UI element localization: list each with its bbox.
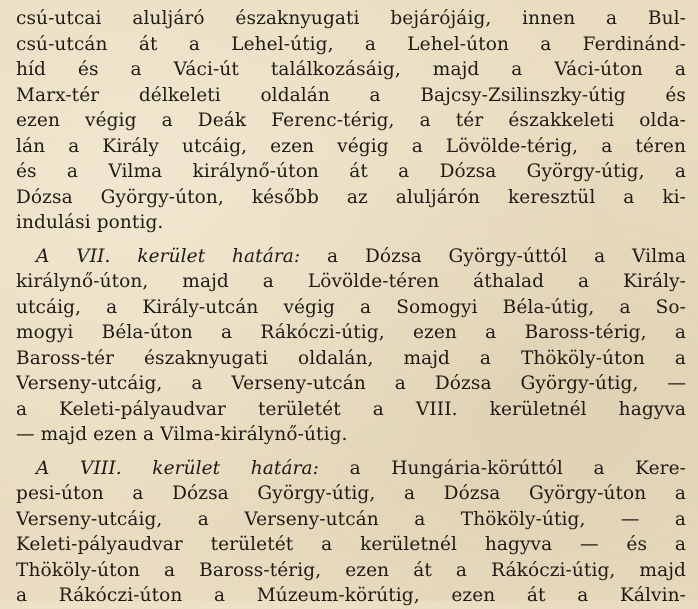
text-line: Verseny-utcáig, a Verseny-utcán a Dózsa György-útig, —	[16, 373, 686, 394]
text-line: indulási pontig.	[16, 212, 164, 233]
text-line: pesi-úton a Dózsa György-útig, a Dózsa György-úton a	[16, 483, 686, 504]
text-line: mogyi Béla-úton a Rákóczi-útig, ezen a Baross-térig, a	[16, 322, 686, 343]
paragraph-spacer	[16, 448, 686, 456]
text-line: ezen végig a Deák Ferenc-térig, a tér északkeleti olda-	[16, 110, 686, 131]
text-line: Baross-tér északnyugati oldalán, majd a Thököly-úton a	[16, 347, 686, 369]
paragraph-spacer	[16, 236, 686, 244]
text-line: és a Vilma királynő-úton át a Dózsa György-útig, a	[16, 161, 686, 182]
paragraph-viii-kerulet	[16, 456, 686, 609]
text-line: Dózsa György-úton, később az aluljárón keresztül a ki-	[16, 186, 686, 208]
text-line: — majd ezen a Vilma-királynő-útig.	[16, 424, 348, 445]
text-line: híd és a Váci-út találkozásáig, majd a Váci-úton a	[16, 59, 686, 80]
text-line-rest: a Dózsa György-úttól a Vilma	[300, 245, 686, 267]
text-line: Thököly-úton a Baross-térig, ezen át a Rákóczi-útig, majd	[16, 559, 686, 581]
text-line: csú-utcai aluljáró északnyugati bejárójáig, innen a Bul-	[16, 8, 686, 29]
paragraph-vii-kerulet	[16, 244, 686, 448]
text-line: Marx-tér délkeleti oldalán a Bajcsy-Zsilinszky-útig és	[16, 84, 686, 106]
text-line: királynő-úton, majd a Lövölde-téren áthalad a Király-	[16, 271, 686, 292]
text-line-first	[16, 456, 686, 482]
text-line: csú-utcán át a Lehel-útig, a Lehel-úton a Ferdinánd-	[16, 33, 686, 55]
paragraph-1	[16, 6, 686, 236]
paragraph-lead: A VIII. kerület határa:	[36, 457, 319, 479]
text-line: a Rákóczi-úton a Múzeum-körútig, ezen át a Kálvin-	[16, 585, 686, 606]
text-line: lán a Király utcáig, ezen végig a Lövölde-térig, a téren	[16, 135, 686, 157]
text-line: a Keleti-pályaudvar területét a VIII. kerületnél hagyva	[16, 398, 686, 420]
document-page	[16, 6, 686, 609]
text-line: utcáig, a Király-utcán végig a Somogyi Béla-útig, a So-	[16, 296, 686, 318]
text-line-first	[16, 244, 686, 270]
paragraph-lead: A VII. kerület határa:	[36, 245, 301, 267]
text-line: Verseny-utcáig, a Verseny-utcán a Thököly-útig, — a	[16, 508, 686, 530]
text-line-rest: a Hungária-körúttól a Kere-	[319, 457, 686, 479]
text-line: Keleti-pályaudvar területét a kerületnél hagyva — és a	[16, 534, 686, 555]
